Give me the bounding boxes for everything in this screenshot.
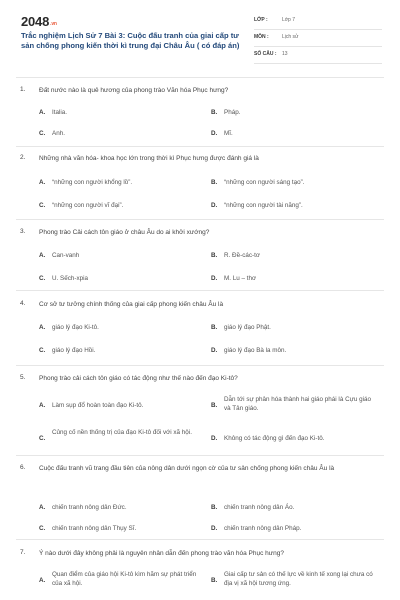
meta-row-count <box>254 47 382 64</box>
option-letter: D. <box>211 202 218 209</box>
option-letter: B. <box>211 504 218 511</box>
question-text: Cơ sở tư tưởng chính thống của giai cấp phong kiến châu Âu là <box>39 301 224 308</box>
divider <box>16 77 384 78</box>
option-letter: D. <box>211 525 218 532</box>
option-letter: B. <box>211 402 218 409</box>
option-letter: C. <box>39 275 46 282</box>
option-text: Pháp. <box>224 109 241 116</box>
option-letter: A. <box>39 179 46 186</box>
question-text: Đất nước nào là quê hương của phong trào Văn hóa Phục hưng? <box>39 87 229 94</box>
option-text: “những con người vĩ đại”. <box>52 202 124 209</box>
option-letter: C. <box>39 202 46 209</box>
option-text: chiến tranh nông dân Áo. <box>224 504 295 511</box>
option-letter: B. <box>211 324 218 331</box>
question-text: Ý nào dưới đây không phải là nguyên nhân dẫn đến phong trào văn hóa Phục hưng? <box>39 550 284 557</box>
meta-label: LỚP : <box>254 17 268 23</box>
option-letter: B. <box>211 252 218 259</box>
option-letter: C. <box>39 130 46 137</box>
question-text: Cuộc đấu tranh vũ trang đầu tiên của nông dân dưới ngọn cờ của tư sản chống phong kiến châu Âu là <box>39 465 335 472</box>
option-text: “những con người tài năng”. <box>224 202 303 209</box>
meta-label: MÔN : <box>254 34 269 40</box>
option-letter: A. <box>39 109 46 116</box>
meta-table <box>254 13 382 64</box>
question-number: 2. <box>20 154 26 161</box>
divider <box>16 219 384 220</box>
option-text: Không có tác động gì đến đạo Ki-tô. <box>224 435 325 442</box>
option-letter: D. <box>211 130 218 137</box>
option-text: Can-vanh <box>52 252 80 259</box>
option-text: Mĩ. <box>224 130 233 137</box>
question-number: 5. <box>20 374 26 381</box>
option-text: chiến tranh nông dân Pháp. <box>224 525 302 532</box>
option-text: giáo lý đạo Bà la môn. <box>224 347 287 354</box>
option-letter: D. <box>211 275 218 282</box>
meta-value: Lớp 7 <box>282 17 296 23</box>
option-letter: C. <box>39 435 46 442</box>
divider <box>16 365 384 366</box>
divider <box>16 455 384 456</box>
option-text: Làm sụp đổ hoàn toàn đạo Ki-tô. <box>52 402 144 409</box>
option-text: Giai cấp tư sản có thế lực về kinh tế xong lại chưa có địa vị xã hội tương ứng. <box>224 571 373 587</box>
question-number: 6. <box>20 464 26 471</box>
option-text: Dẫn tới sự phân hóa thành hai giáo phái là Cựu giáo và Tân giáo. <box>224 396 371 412</box>
divider <box>16 290 384 291</box>
question-text: Những nhà văn hóa- khoa học lớn trong thời kì Phục hưng được đánh giá là <box>39 155 259 162</box>
option-letter: A. <box>39 504 46 511</box>
question-text: Phong trào Cải cách tôn giáo ở châu Âu do ai khởi xướng? <box>39 229 210 236</box>
logo-sub-text: .vn <box>50 21 57 27</box>
meta-value: Lịch sử <box>282 34 299 40</box>
option-text: Quan điểm của giáo hội Ki-tô kìm hãm sự phát triển của xã hội. <box>52 571 197 587</box>
option-text: Anh. <box>52 130 65 137</box>
question-number: 4. <box>20 300 26 307</box>
page-header <box>0 0 400 70</box>
meta-row-class <box>254 13 382 30</box>
option-text: U. Sếch-xpia <box>52 275 89 282</box>
option-letter: A. <box>39 577 46 584</box>
option-letter: C. <box>39 347 46 354</box>
option-letter: A. <box>39 252 46 259</box>
option-letter: A. <box>39 324 46 331</box>
option-letter: B. <box>211 577 218 584</box>
option-text: chiến tranh nông dân Thụy Sĩ. <box>52 525 137 532</box>
question-number: 7. <box>20 549 26 556</box>
option-letter: D. <box>211 435 218 442</box>
option-text: chiến tranh nông dân Đức. <box>52 504 127 511</box>
option-text: R. Đề-các-tơ <box>224 252 260 259</box>
question-text: Phong trào cải cách tôn giáo có tác động như thế nào đến đạo Ki-tô? <box>39 375 238 382</box>
option-text: giáo lý đạo Phật. <box>224 324 271 331</box>
option-text: M. Lu – thơ <box>224 275 257 282</box>
option-text: Củng cố nền thống trị của đạo Ki-tô đối với xã hội. <box>52 429 192 436</box>
option-text: “những con người khổng lồ”. <box>52 179 133 186</box>
meta-row-subject <box>254 30 382 47</box>
document-title: Trắc nghiệm Lịch Sử 7 Bài 3: Cuộc đấu tranh của giai cấp tư sản chống phong kiến thời kì trung đại Châu Âu ( có đáp án) <box>21 31 240 51</box>
option-letter: A. <box>39 402 46 409</box>
option-letter: D. <box>211 347 218 354</box>
question-number: 1. <box>20 86 26 93</box>
option-letter: B. <box>211 109 218 116</box>
option-text: giáo lý đạo Ki-tô. <box>52 324 99 331</box>
option-letter: B. <box>211 179 218 186</box>
option-letter: C. <box>39 525 46 532</box>
site-logo[interactable] <box>21 14 57 29</box>
divider <box>16 146 384 147</box>
divider <box>16 539 384 540</box>
logo-main-text: 2048 <box>21 14 50 29</box>
option-text: giáo lý đạo Hồi. <box>52 347 96 354</box>
option-text: “những con người sáng tạo”. <box>224 179 305 186</box>
question-number: 3. <box>20 228 26 235</box>
option-text: Italia. <box>52 109 68 116</box>
meta-label: SỐ CÂU : <box>254 51 277 57</box>
meta-value: 13 <box>282 51 288 57</box>
